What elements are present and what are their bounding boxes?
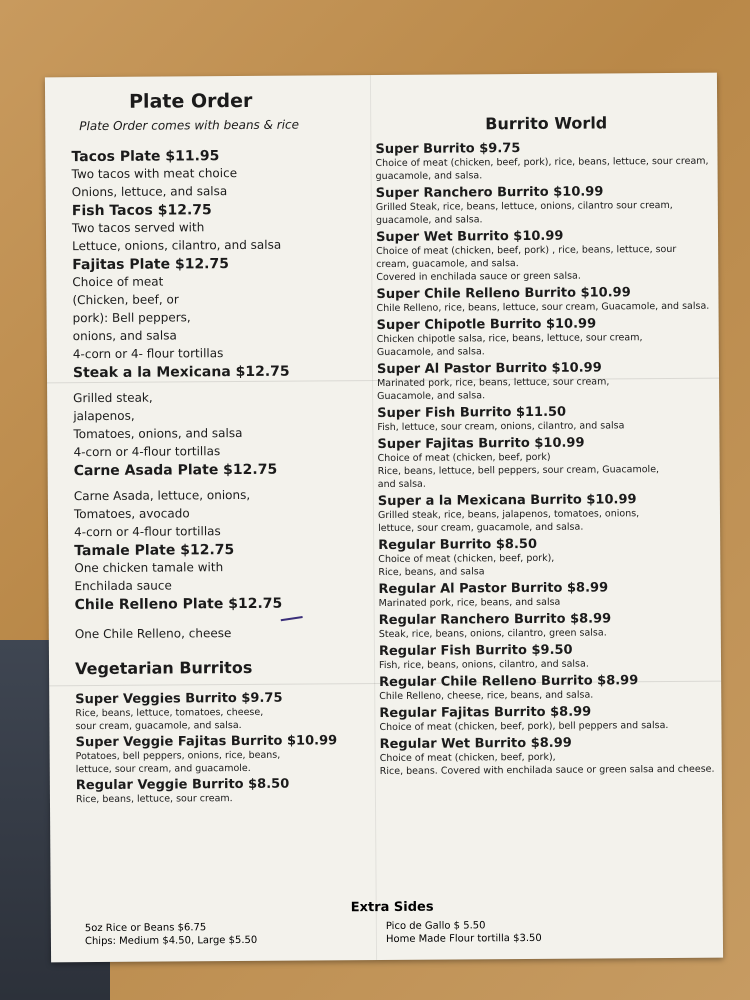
- burrito-world-column: [375, 113, 715, 778]
- menu-item: [76, 733, 376, 776]
- menu-item: [75, 690, 375, 733]
- item-desc: Fish, lettuce, sour cream, onions, cilantro, and salsa: [377, 420, 625, 434]
- item-desc: Rice, beans, lettuce, sour cream.: [75, 793, 233, 806]
- side-item: 5oz Rice or Beans $6.75: [84, 922, 207, 935]
- menu-item: [76, 776, 376, 806]
- menu-item: [379, 704, 714, 734]
- extra-sides-title: Extra Sides: [350, 899, 434, 916]
- item-name: Super Fajitas Burrito $10.99: [377, 435, 585, 453]
- item-desc: lettuce, sour cream, guacamole, and salsa.: [378, 521, 584, 535]
- item-name: Super Wet Burrito $10.99: [375, 228, 564, 246]
- item-desc: Choice of meat (chicken, beef, pork),: [379, 751, 556, 765]
- item-name: Tacos Plate $11.95: [71, 148, 220, 166]
- item-desc: Tomatoes, onions, and salsa: [73, 425, 243, 442]
- item-desc: jalapenos,: [73, 408, 135, 424]
- item-desc: Guacamole, and salsa.: [376, 346, 485, 359]
- item-desc: guacamole, and salsa.: [375, 170, 483, 183]
- item-name: Super Chile Relleno Burrito $10.99: [376, 285, 631, 303]
- menu-item: [72, 255, 373, 363]
- burrito-world-title: Burrito World: [485, 113, 608, 134]
- item-desc: Choice of meat (chicken, beef, pork),: [378, 552, 555, 566]
- item-name: Super Burrito $9.75: [375, 141, 521, 158]
- plate-order-title: Plate Order: [129, 89, 253, 113]
- item-desc: 4-corn or 4-flour tortillas: [74, 524, 221, 540]
- menu-item: [74, 461, 375, 541]
- item-desc: Choice of meat (chicken, beef, pork): [377, 451, 551, 465]
- item-desc: Fish, rice, beans, onions, cilantro, and salsa.: [378, 658, 589, 672]
- item-desc: Rice, beans, lettuce, bell peppers, sour cream, Guacamole,: [377, 464, 660, 478]
- item-name: Fish Tacos $12.75: [71, 202, 212, 220]
- item-desc: Potatoes, bell peppers, onions, rice, beans,: [75, 749, 281, 763]
- item-desc: pork): Bell peppers,: [72, 310, 191, 326]
- menu-item: [71, 147, 371, 201]
- item-name: Tamale Plate $12.75: [74, 542, 235, 560]
- item-desc: One chicken tamale with: [74, 560, 224, 576]
- item-name: Super Ranchero Burrito $10.99: [375, 184, 604, 202]
- item-desc: Choice of meat (chicken, beef, pork), rice, beans, lettuce, sour cream,: [375, 155, 709, 170]
- menu-item: [377, 435, 712, 491]
- item-desc: onions, and salsa: [72, 328, 177, 344]
- menu-item: [75, 595, 375, 643]
- menu-item: [379, 642, 714, 672]
- item-name: Super Veggies Burrito $9.75: [75, 690, 283, 708]
- item-desc: Grilled steak,: [73, 390, 153, 406]
- item-desc: Guacamole, and salsa.: [377, 390, 486, 403]
- item-name: Regular Burrito $8.50: [378, 536, 538, 554]
- menu-item: [377, 404, 712, 434]
- item-desc: lettuce, sour cream, and guacamole.: [75, 762, 251, 776]
- menu-item: [375, 140, 710, 183]
- item-name: Regular Chile Relleno Burrito $8.99: [379, 673, 639, 691]
- menu-item: [378, 580, 713, 610]
- menu-item: [378, 536, 713, 579]
- item-name: Super Al Pastor Burrito $10.99: [376, 360, 602, 378]
- item-desc: sour cream, guacamole, and salsa.: [75, 719, 242, 733]
- item-desc: 4-corn or 4- flour tortillas: [72, 346, 224, 362]
- extra-sides-left: [85, 921, 257, 948]
- item-desc: Steak, rice, beans, onions, cilantro, green salsa.: [378, 627, 607, 641]
- side-item: Chips: Medium $4.50, Large $5.50: [84, 934, 258, 948]
- item-desc: Rice, beans, and salsa: [378, 566, 485, 579]
- item-name: Regular Al Pastor Burrito $8.99: [378, 580, 609, 598]
- plate-order-column: [71, 89, 376, 806]
- menu-item: [377, 316, 712, 359]
- item-name: Super a la Mexicana Burrito $10.99: [377, 492, 637, 510]
- item-desc: (Chicken, beef, or: [72, 292, 179, 308]
- menu-item: [74, 541, 374, 595]
- item-desc: Carne Asada, lettuce, onions,: [73, 487, 251, 504]
- item-desc: Choice of meat (chicken, beef, pork) , rice, beans, lettuce, sour: [376, 243, 677, 258]
- menu-sheet: [45, 73, 723, 963]
- menu-item: [377, 360, 712, 403]
- item-name: Regular Wet Burrito $8.99: [379, 735, 572, 753]
- menu-item: [380, 735, 715, 778]
- item-desc: and salsa.: [377, 478, 426, 491]
- side-item: Home Made Flour tortilla $3.50: [385, 932, 542, 945]
- item-name: Super Fish Burrito $11.50: [377, 404, 567, 422]
- item-desc: Onions, lettuce, and salsa: [71, 184, 228, 200]
- item-desc: Grilled steak, rice, beans, jalapenos, tomatoes, onions,: [377, 508, 640, 522]
- item-name: Steak a la Mexicana $12.75: [72, 363, 290, 382]
- item-desc: Enchilada sauce: [74, 578, 172, 594]
- item-desc: Choice of meat (chicken, beef, pork), bell peppers and salsa.: [379, 720, 669, 734]
- item-desc: Tomatoes, avocado: [73, 506, 190, 522]
- item-desc: Grilled Steak, rice, beans, lettuce, onions, cilantro sour cream,: [375, 199, 673, 214]
- item-desc: Marinated pork, rice, beans, and salsa: [378, 596, 561, 610]
- item-desc: Chicken chipotle salsa, rice, beans, lettuce, sour cream,: [376, 332, 643, 346]
- item-desc: Two tacos served with: [71, 220, 205, 236]
- item-desc: Chile Relleno, cheese, rice, beans, and salsa.: [379, 689, 594, 703]
- item-desc: cream, guacamole, and salsa.: [376, 258, 519, 271]
- menu-item: [376, 228, 711, 284]
- item-name: Regular Fish Burrito $9.50: [378, 642, 573, 660]
- menu-item: [379, 673, 714, 703]
- item-desc: Rice, beans, lettuce, tomatoes, cheese,: [75, 706, 264, 720]
- menu-item: [72, 201, 372, 255]
- item-name: Regular Fajitas Burrito $8.99: [379, 704, 592, 722]
- item-desc: Rice, beans. Covered with enchilada sauce or green salsa and cheese.: [379, 763, 715, 778]
- plate-order-subtitle: Plate Order comes with beans & rice: [79, 117, 300, 134]
- item-name: Carne Asada Plate $12.75: [73, 461, 278, 480]
- item-name: Regular Veggie Burrito $8.50: [75, 776, 290, 794]
- item-desc: Lettuce, onions, cilantro, and salsa: [72, 237, 282, 254]
- item-desc: One Chile Relleno, cheese: [74, 626, 232, 642]
- item-desc: 4-corn or 4-flour tortillas: [73, 444, 221, 460]
- vegetarian-title: Vegetarian Burritos: [74, 657, 253, 679]
- menu-item: [379, 611, 714, 641]
- extra-sides-right: [386, 919, 542, 946]
- item-desc: Chile Relleno, rice, beans, lettuce, sour cream, Guacamole, and salsa.: [376, 300, 710, 315]
- menu-item: [378, 492, 713, 535]
- item-desc: Covered in enchilada sauce or green salsa.: [376, 270, 581, 284]
- menu-item: [73, 363, 374, 461]
- item-name: Regular Ranchero Burrito $8.99: [378, 611, 612, 629]
- item-desc: Marinated pork, rice, beans, lettuce, sour cream,: [377, 376, 610, 390]
- item-name: Chile Relleno Plate $12.75: [74, 595, 283, 614]
- item-name: Super Chipotle Burrito $10.99: [376, 316, 597, 334]
- item-desc: Two tacos with meat choice: [71, 166, 238, 182]
- menu-item: [376, 285, 711, 315]
- item-name: Fajitas Plate $12.75: [72, 256, 230, 274]
- side-item: Pico de Gallo $ 5.50: [385, 920, 486, 932]
- menu-item: [376, 184, 711, 227]
- item-desc: Choice of meat: [72, 274, 164, 290]
- item-name: Super Veggie Fajitas Burrito $10.99: [75, 733, 338, 751]
- item-desc: guacamole, and salsa.: [375, 214, 483, 227]
